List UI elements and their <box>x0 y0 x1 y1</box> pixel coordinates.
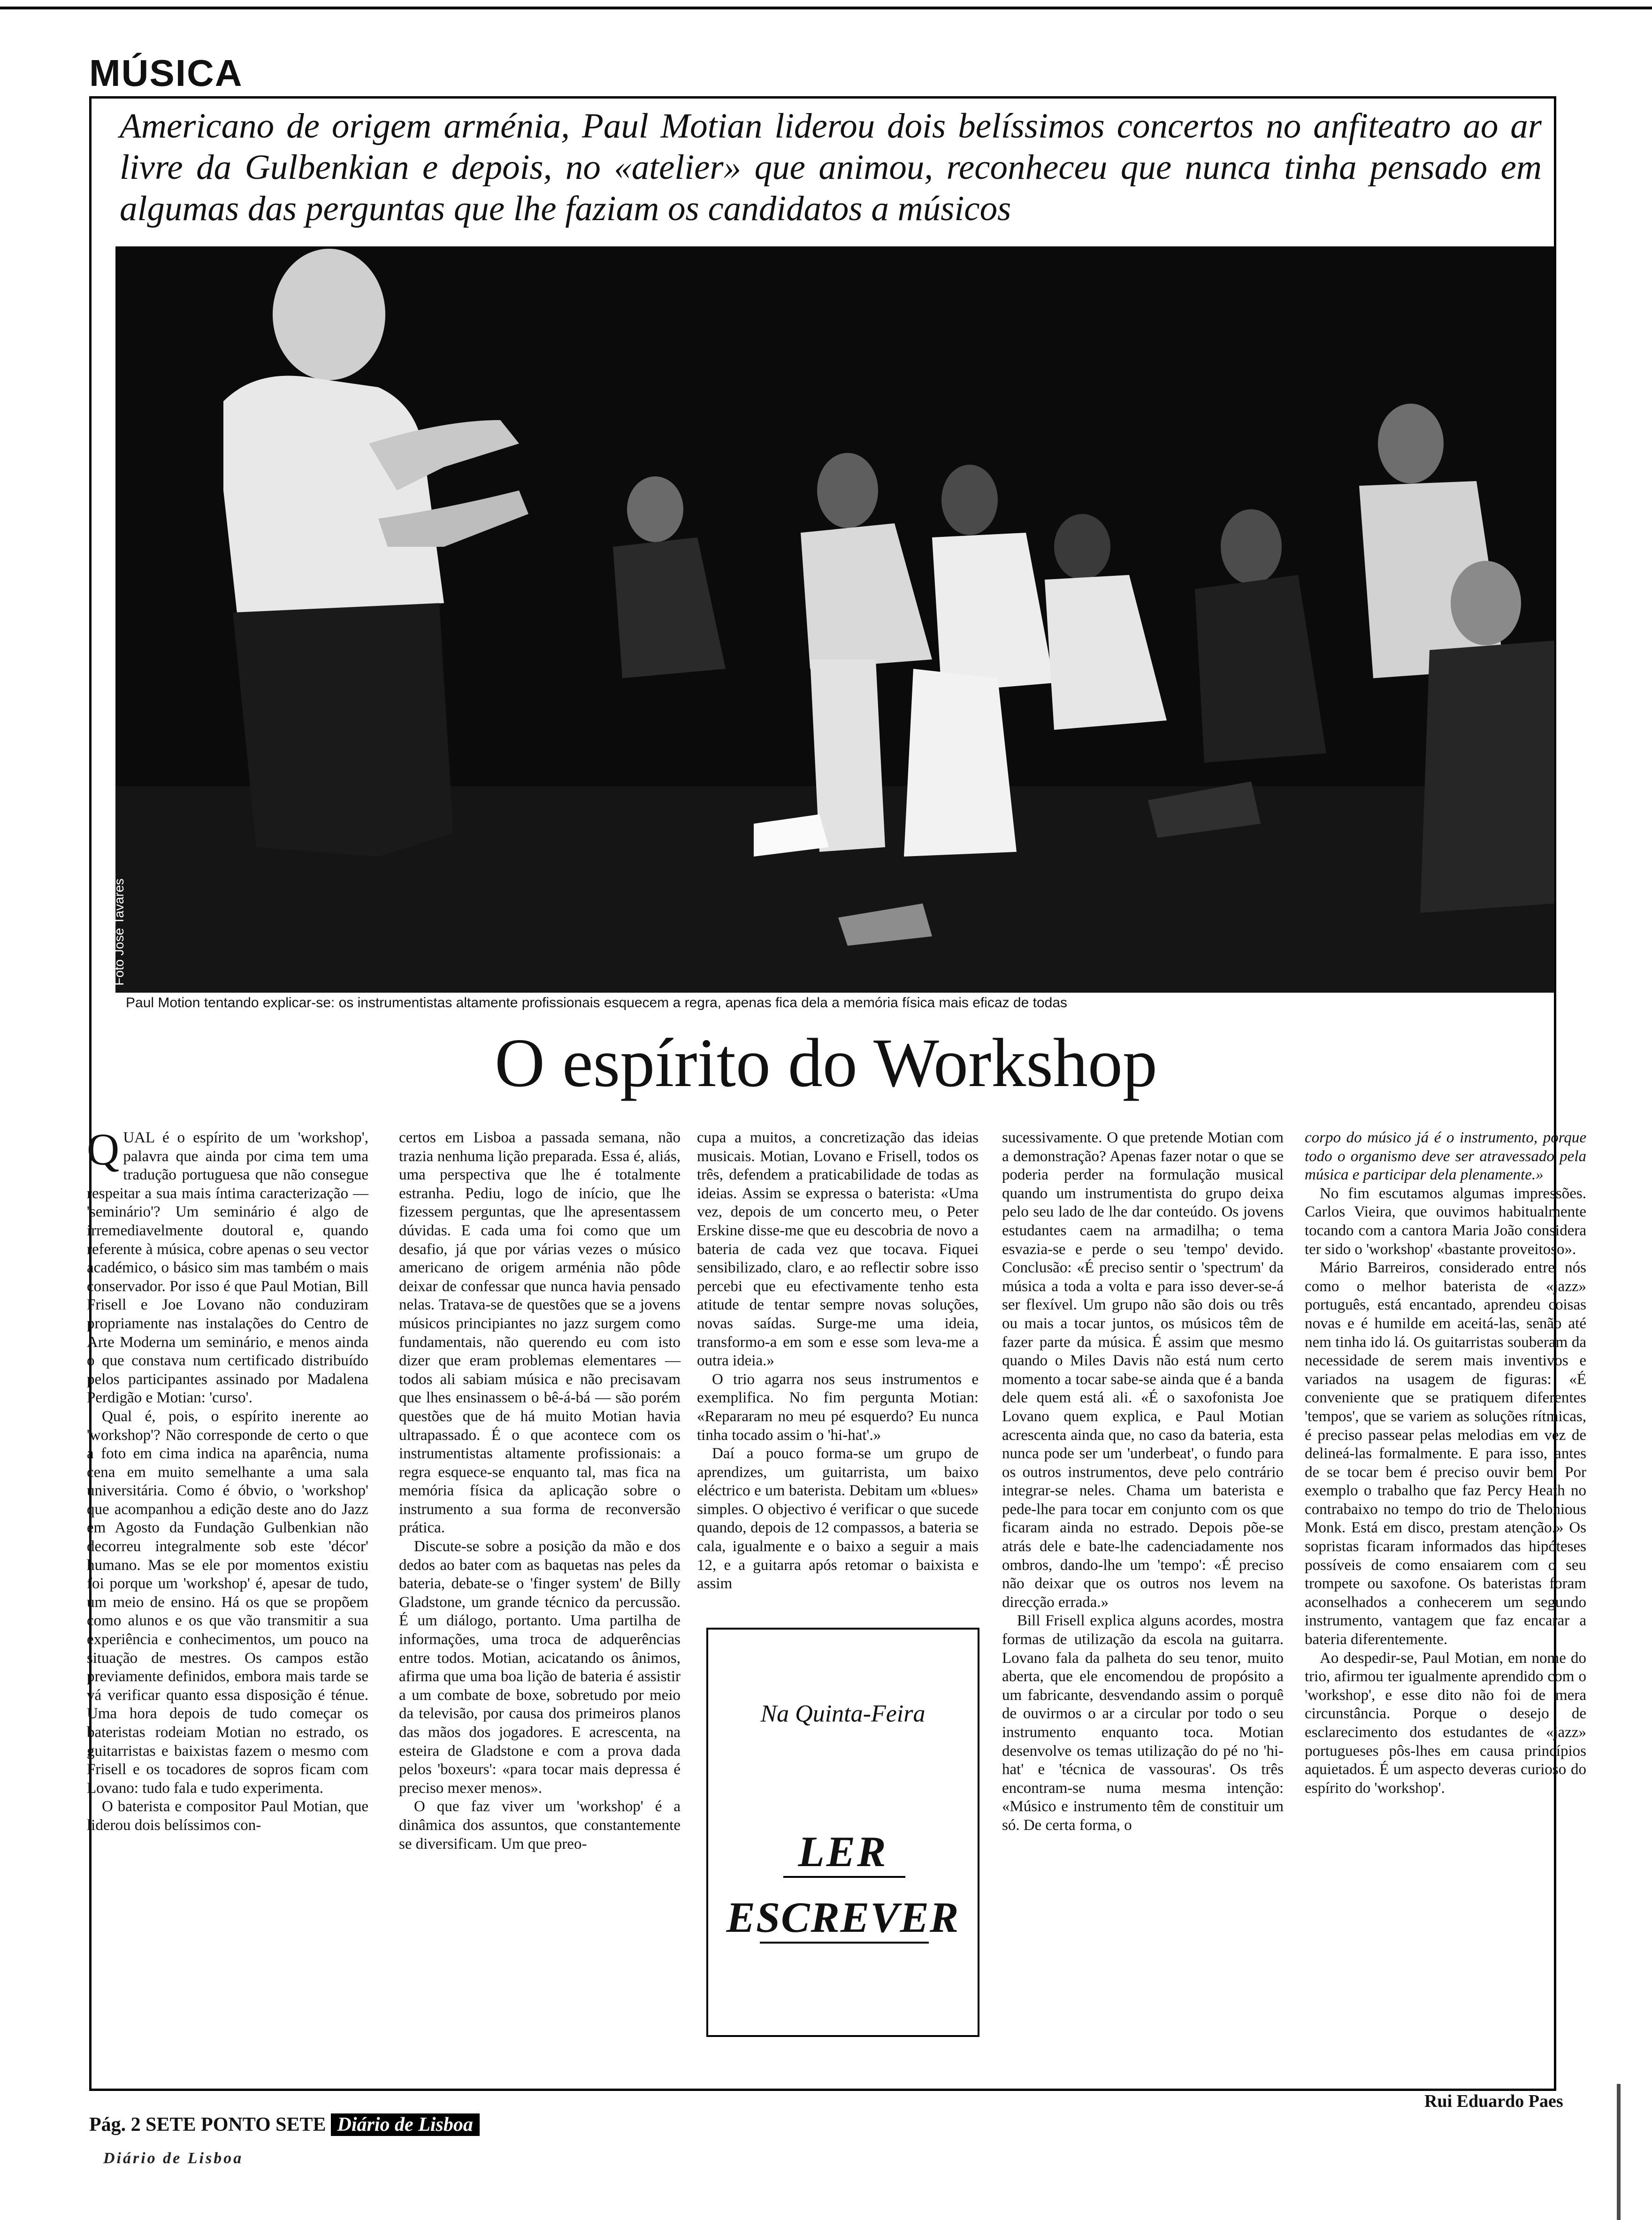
top-rule <box>0 7 1652 9</box>
paragraph: Bill Frisell explica alguns acordes, mostra formas de utilização da escola na guitarra. Lovano fala da palheta do seu tenor, muito aberta, que ele encomendou de propósito a um fabricante, desvendando assim o porquê de ouvirmos o ar a circular por todo o seu instrumento enquanto toca. Motian desenvolve os temas utilização do pé no 'hi-hat' e 'técnica de vassouras'. Os três encontram-se numa mesma intenção: «Músico e instrumento têm de constituir um só. De certa forma, o <box>1002 1612 1284 1834</box>
article-photo <box>115 246 1554 993</box>
paragraph: certos em Lisboa a passada semana, não trazia nenhuma lição preparada. Essa é, aliás, uma perspectiva que lhe é totalmente estranha. Pediu, logo de início, que lhe fizessem perguntas, que lhe apresentassem dúvidas. E cada uma foi como que um desafio, já que por várias vezes o músico americano de origem arménia não pôde deixar de confessar que nunca havia pensado nelas. Tratava-se de questões que se a jovens músicos principiantes no jazz surgem como fundamentais, não querendo eu com isto dizer que eram problemas elementares — todos ali sabiam música e não precisavam que lhes ensinassem o bê-á-bá — são porém questões que de há muito Motian havia ultrapassado. É o que acontece com os instrumentistas altamente profissionais: a regra esquece-se enquanto tal, mas fica na memória física da aplicação sobre o instrumento a sua forma de reconversão prática. <box>399 1129 681 1537</box>
lede: Americano de origem arménia, Paul Motian liderou dois belíssimos concertos no anfiteatro ao ar livre da Gulbenkian e depois, no «atelier» que animou, reconheceu que nunca tinha pensado em algumas das perguntas que lhe faziam os candidatos a músicos <box>120 107 1542 228</box>
promo-heading: Na Quinta-Feira <box>760 1700 925 1727</box>
promo-underline <box>783 1876 905 1878</box>
author-signature: Rui Eduardo Paes <box>1424 2091 1563 2111</box>
promo-box <box>706 1628 979 2037</box>
photo-caption: Paul Motion tentando explicar-se: os instrumentistas altamente profissionais esquecem a regra, apenas fica dela a memória física mais eficaz de todas <box>126 995 1068 1010</box>
column-5 <box>1305 1129 1586 1798</box>
column-1 <box>87 1124 368 1835</box>
paragraph: QUAL é o espírito de um 'workshop', palavra que ainda por cima tem uma tradução portuguesa que não consegue respeitar a sua mais íntima caracterização — 'seminário'? Um seminário é algo de irremediavelmente doutoral e, quando referente à música, cobre apenas o seu vector académico, o básico sim mas também o mais conservador. Por isso é que Paul Motian, Bill Frisell e Joe Lovano não conduziram propriamente nas instalações do Centro de Arte Moderna um seminário, e menos ainda o que constava num certificado distribuído pelos participantes assinado por Madalena Perdigão e Motian: 'curso'. <box>87 1124 368 1407</box>
promo-title-ler: LER <box>798 1828 888 1876</box>
paragraph: O trio agarra nos seus instrumentos e exemplifica. No fim pergunta Motian: «Repararam no meu pé esquerdo? Eu nunca tinha tocado assim o 'hi-hat'.» <box>697 1370 979 1444</box>
page-footer <box>89 2113 480 2136</box>
section-label: MÚSICA <box>89 52 243 94</box>
paragraph: Daí a pouco forma-se um grupo de aprendizes, um guitarrista, um baixo eléctrico e um baterista. Debitam um «blues» simples. O objectivo é verificar o que sucede quando, depois de 12 compassos, a bateria se cala, igualmente e o baixo a seguir a mais 12, e a guitarra após retomar o baixista e assim <box>697 1445 979 1592</box>
paragraph: Ao despedir-se, Paul Motian, em nome do trio, afirmou ter igualmente aprendido com o 'workshop', e esse dito não foi de mera circunstância. Porque o desejo de esclarecimento dos estudantes de «jazz» portugueses pôs-lhes em causa princípios aquietados. É um aspecto deveras curioso do espírito do 'workshop'. <box>1305 1649 1586 1797</box>
bleed-through-text: Diário de Lisboa <box>103 2150 244 2167</box>
column-3 <box>697 1129 979 1593</box>
promo-title-escrever: ESCREVER <box>726 1893 960 1941</box>
paragraph: cupa a muitos, a concretização das ideias musicais. Motian, Lovano e Frisell, todos os três, defendem a praticabilidade de todas as ideias. Assim se expressa o baterista: «Uma vez, depois de um concerto meu, o Peter Erskine disse-me que eu descobria de novo a bateria de cada vez que tocava. Fiquei sensibilizado, claro, e ao reflectir sobre isso percebi que eu efectivamente tenho esta atitude de tentar sempre novas soluções, novas saídas. Surge-me uma ideia, transformo-a em som e esse som leva-me a outra ideia.» <box>697 1129 979 1370</box>
paragraph: Discute-se sobre a posição da mão e dos dedos ao bater com as baquetas nas peles da bateria, debate-se o 'finger system' de Billy Gladstone, um grande técnico da percussão. É um diálogo, portanto. Uma partilha de informações, uma troca de adquerências entre todos. Motian, acicatando os ânimos, afirma que uma boa lição de bateria é assistir a um combate de boxe, sobretudo por meio da televisão, por causa dos primeiros planos das mãos dos jogadores. E acrescenta, na esteira de Gladstone e com a prova dada pelos 'boxeurs': «para tocar mais depressa é preciso mexer menos». <box>399 1538 681 1797</box>
headline: O espírito do Workshop <box>495 1025 1157 1102</box>
scan-edge-mark <box>1617 2084 1621 2220</box>
paragraph: Qual é, pois, o espírito inerente ao 'workshop'? Não corresponde de certo o que a foto em cima indica na aparência, numa cena em muito semelhante a uma sala universitária. Como é óbvio, o 'workshop' que acompanhou a edição deste ano do Jazz em Agosto da Fundação Gulbenkian não decorreu integralmente sob este 'décor' humano. Mas se ele por momentos existiu foi porque um 'workshop' é, apesar de tudo, um meio de ensino. Há os que se propõem como alunos e os que vão transmitir a sua experiência e conhecimentos, um pouco na situação de mestres. Os campos estão previamente definidos, embora mais tarde se vá verificar quanto essa disposição é ténue. Uma hora depois de tudo começar os bateristas rodeiam Motian no estrado, os guitarristas e baixistas fazem o mesmo com Frisell e os tocadores de sopros ficam com Lovano: tudo fala e tudo experimenta. <box>87 1408 368 1797</box>
column-4 <box>1002 1129 1284 1835</box>
footer-page: Pág. 2 SETE PONTO SETE <box>89 2114 326 2136</box>
paragraph: O baterista e compositor Paul Motian, que liderou dois belíssimos con- <box>87 1798 368 1834</box>
paragraph: sucessivamente. O que pretende Motian com a demonstração? Apenas fazer notar o que se poderia perder na formulação musical quando um instrumentista do grupo deixa pelo seu lado de lhe dar conteúdo. Os jovens estudantes caem na armadilha; o tema esvazia-se e perde o seu 'tempo' devido. Conclusão: «É preciso sentir o 'spectrum' da música a toda a volta e para isso dever-se-á ser flexível. Um grupo não são dois ou três ou mais a tocar juntos, os músicos têm de fazer parte da música. É assim que mesmo quando o Miles Davis não está num certo momento a tocar sabe-se ainda que é a banda dele quem está ali. «É o saxofonista Joe Lovano quem explica, e Paul Motian acrescenta ainda que, no caso da bateria, esta nunca pode ser um 'underbeat', o fundo para os outros instrumentos, deve pelo contrário integrar-se neles. Chama um baterista e pede-lhe para tocar em conjunto com os que ficaram ainda no estrado. Depois põe-se atrás dele e bate-lhe cadenciadamente nos ombros, dando-lhe um 'tempo': «É preciso não deixar que os outros nos levem na direcção errada.» <box>1002 1129 1284 1611</box>
paragraph: corpo do músico já é o instrumento, porque todo o organismo deve ser atravessado pela música e participar dela plenamente.» <box>1305 1129 1586 1184</box>
photo-credit: Foto José Tavares <box>112 878 126 986</box>
paragraph: No fim escutamos algumas impressões. Carlos Vieira, que ouvimos habitualmente tocando com a cantora Maria João considera ter sido o 'workshop' «bastante proveitoso». <box>1305 1185 1586 1258</box>
promo-underline <box>760 1942 929 1944</box>
footer-masthead: Diário de Lisboa <box>331 2113 480 2136</box>
paragraph: O que faz viver um 'workshop' é a dinâmica dos assuntos, que constantemente se diversificam. Um que preo- <box>399 1798 681 1853</box>
paragraph: Mário Barreiros, considerado entre nós como o melhor baterista de «jazz» português, está encantado, aprendeu coisas novas e é humilde em aceitá-las, senão até nem tinha ido lá. Os guitarristas souberam da necessidade de serem mais inventivos e variados na usagem de figuras: «É conveniente que se pratiquem diferentes 'tempos', que se variem as soluções rítmicas, é preciso passear pelas melodias em vez de delineá-las formalmente. E para isso, antes de se tocar bem é preciso ouvir bem. Por exemplo o trabalho que faz Percy Heath no contrabaixo no tempo do trio de Thelonious Monk. Está em disco, prestam atenção.» Os sopristas ficaram informados das hipóteses possíveis de como ensaiarem com o seu trompete ou saxofone. Os bateristas foram aconselhados a conhecerem um segundo instrumento, vantagem que faz encarar a bateria diferentemente. <box>1305 1259 1586 1648</box>
drop-cap: Q <box>87 1124 120 1174</box>
column-2 <box>399 1129 681 1853</box>
